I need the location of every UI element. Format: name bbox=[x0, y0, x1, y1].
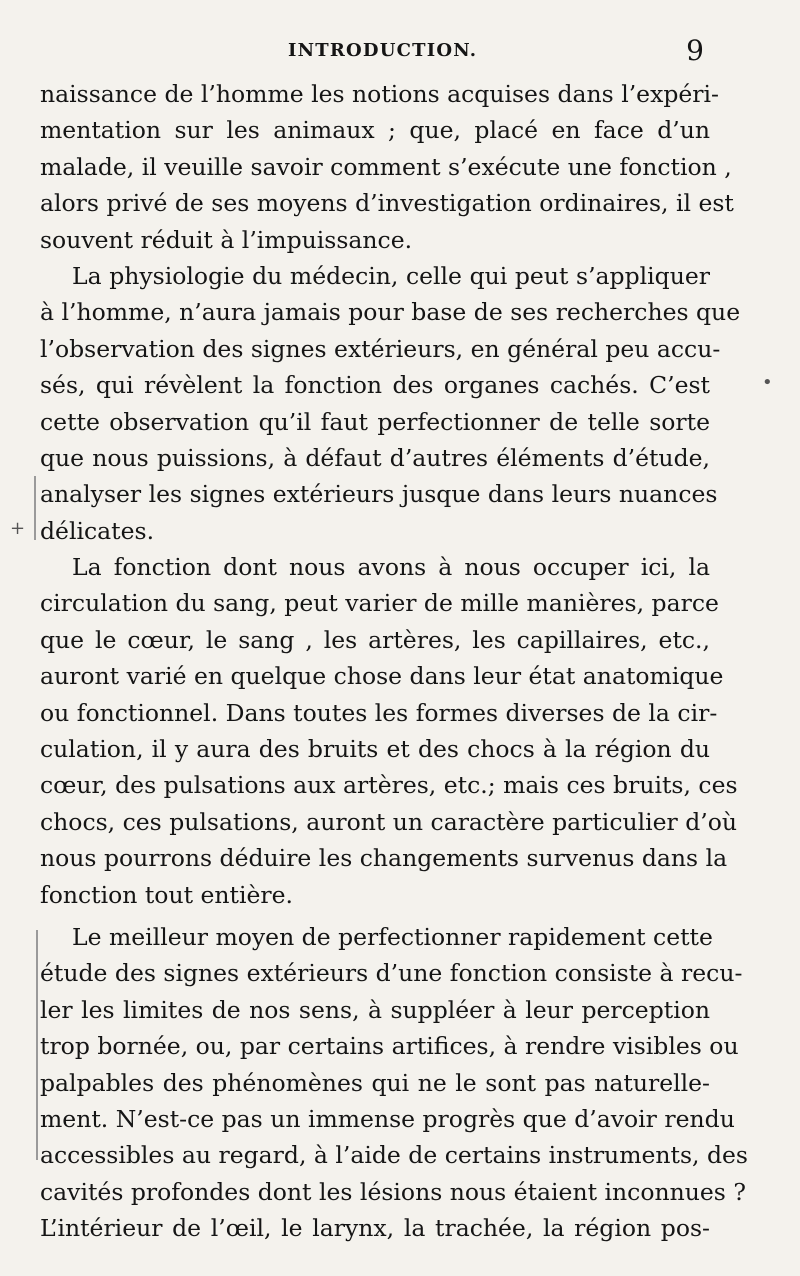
text-line: ment. N’est-ce pas un immense progrès que d’avoir rendu bbox=[40, 1104, 735, 1133]
text-line: L’intérieur de l’œil, le larynx, la trachée, la région pos- bbox=[40, 1214, 710, 1243]
page-header bbox=[288, 36, 718, 68]
margin-plus-icon: + bbox=[10, 518, 26, 539]
text-line: étude des signes extérieurs d’une fonction consiste à recu- bbox=[40, 959, 743, 988]
margin-rule bbox=[34, 476, 36, 540]
text-line: cœur, des pulsations aux artères, etc.; mais ces bruits, ces bbox=[40, 771, 738, 800]
body-text bbox=[40, 76, 748, 1247]
text-line: ler les limites de nos sens, à suppléer à leur perception bbox=[40, 995, 710, 1024]
text-line: naissance de l’homme les notions acquises dans l’expéri- bbox=[40, 80, 719, 108]
text-line: chocs, ces pulsations, auront un caractère particulier d’où bbox=[40, 807, 738, 836]
text-line: souvent réduit à l’impuissance. bbox=[40, 225, 413, 254]
text-line: malade, il veuille savoir comment s’exécute une fonction , bbox=[40, 152, 732, 181]
text-line: mentation sur les animaux ; que, placé en face d’un bbox=[40, 116, 710, 145]
text-line: délicates. bbox=[40, 516, 155, 545]
text-line: cavités profondes dont les lésions nous étaient inconnues ? bbox=[40, 1177, 746, 1206]
page-number: 9 bbox=[686, 34, 704, 67]
margin-bullet-icon: • bbox=[762, 372, 773, 393]
text-line: trop bornée, ou, par certains artifices, à rendre visibles ou bbox=[40, 1032, 739, 1061]
paragraph-start: La physiologie du médecin, celle qui peut s’appliquer bbox=[72, 261, 710, 290]
text-line: sés, qui révèlent la fonction des organes cachés. C’est bbox=[40, 371, 710, 400]
margin-rule bbox=[36, 930, 38, 1160]
text-line: cette observation qu’il faut perfectionner de telle sorte bbox=[40, 407, 710, 436]
text-line: accessibles au regard, à l’aide de certains instruments, des bbox=[40, 1141, 748, 1170]
text-line: à l’homme, n’aura jamais pour base de ses recherches que bbox=[40, 298, 741, 327]
text-line: culation, il y aura des bruits et des chocs à la région du bbox=[40, 735, 710, 764]
text-line: fonction tout entière. bbox=[40, 880, 294, 909]
text-line: l’observation des signes extérieurs, en général peu accu- bbox=[40, 334, 721, 363]
text-line: circulation du sang, peut varier de mille manières, parce bbox=[40, 589, 719, 618]
text-line: analyser les signes extérieurs jusque dans leurs nuances bbox=[40, 480, 718, 509]
running-head: INTRODUCTION. bbox=[288, 40, 478, 61]
paragraph-start: Le meilleur moyen de perfectionner rapidement cette bbox=[72, 922, 713, 951]
text-line: nous pourrons déduire les changements survenus dans la bbox=[40, 844, 728, 873]
text-line: alors privé de ses moyens d’investigation ordinaires, il est bbox=[40, 189, 734, 218]
paragraph-start: La fonction dont nous avons à nous occuper ici, la bbox=[72, 553, 710, 582]
text-line: que le cœur, le sang , les artères, les capillaires, etc., bbox=[40, 625, 710, 654]
text-line: que nous puissions, à défaut d’autres éléments d’étude, bbox=[40, 443, 710, 472]
text-line: palpables des phénomènes qui ne le sont pas naturelle- bbox=[40, 1068, 710, 1097]
text-line: ou fonctionnel. Dans toutes les formes diverses de la cir- bbox=[40, 698, 718, 727]
text-line: auront varié en quelque chose dans leur état anatomique bbox=[40, 662, 724, 691]
